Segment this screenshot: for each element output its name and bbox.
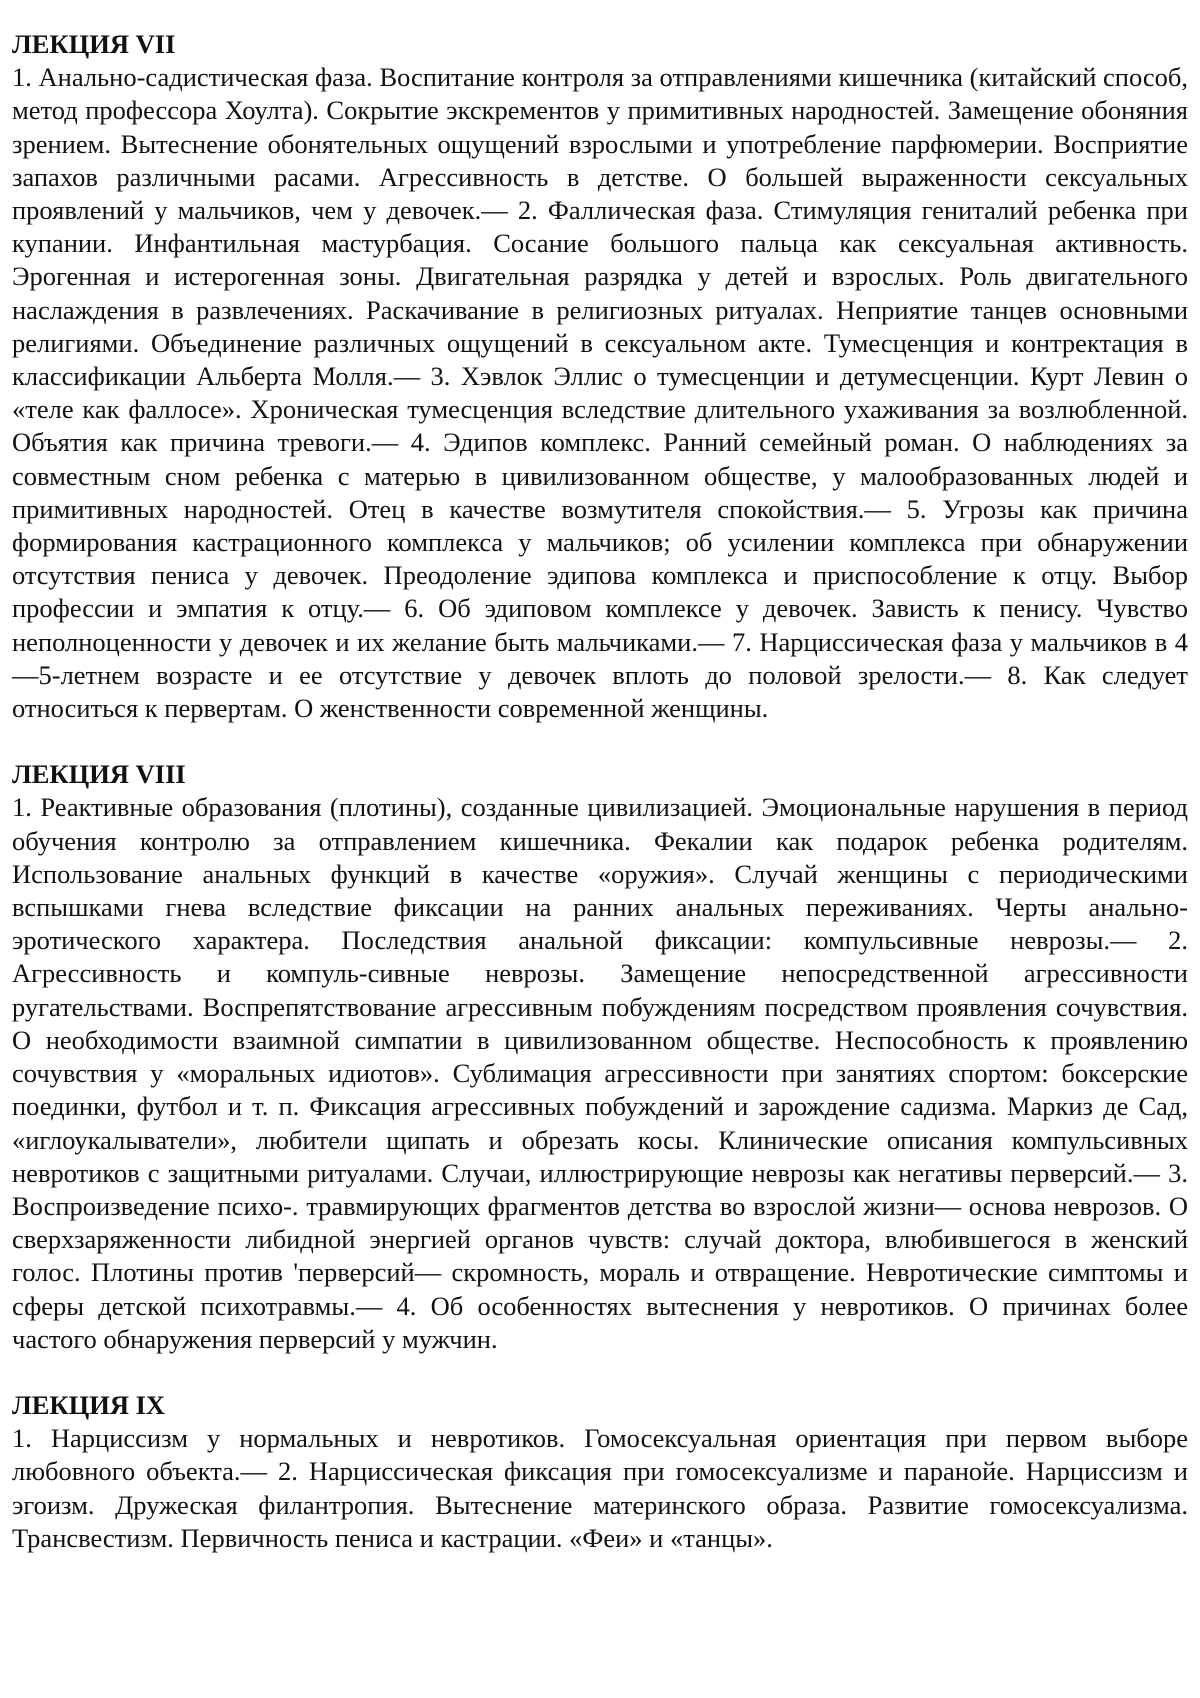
lecture-summary-text: 1. Нарциссизм у нормальных и невротиков. Гомосексуальная ориентация при первом выборе любовного объекта.— 2. Нарциссическая фиксация при гомосексуализме и паранойе. Нарциссизм и эгоизм. Дружеская филантропия. Вытеснение материнского образа. Развитие гомосексуализма. Трансвестизм. Первичность пениса и кастрации. «Феи» и «танцы». [12, 1423, 1188, 1553]
lecture-heading: ЛЕКЦИЯ IX [12, 1389, 166, 1420]
lecture-heading: ЛЕКЦИЯ VIII [12, 759, 186, 790]
lecture-summary-text: 1. Анально-садистическая фаза. Воспитание контроля за отправлениями кишечника (китайский способ, метод профессора Хоулта). Сокрытие экскрементов у примитивных народностей. Замещение обоняния зрением. Вытеснение обонятельных ощущений взрослыми и употребление парфюмерии. Восприятие запахов различными расами. Агрессивность в детстве. О большей выраженности сексуальных проявлений у мальчиков, чем у девочек.— 2. Фаллическая фаза. Стимуляция гениталий ребенка при купании. Инфантильная мастурбация. Сосание большого пальца как сексуальная активность. Эрогенная и истерогенная зоны. Двигательная разрядка у детей и взрослых. Роль двигательного наслаждения в развлечениях. Раскачивание в религиозных ритуалах. Неприятие танцев основными религиями. Объединение различных ощущений в сексуальном акте. Тумесценция и контректация в классификации Альберта Молля.— 3. Хэвлок Эллис о тумесценции и детумесценции. Курт Левин о «теле как фаллосе». Хроническая тумесценция вследствие длительного ухаживания за возлюбленной. Объятия как причина тревоги.— 4. Эдипов комплекс. Ранний семейный роман. О наблюдениях за совместным сном ребенка с матерью в цивилизованном обществе, у малообразованных людей и примитивных народностей. Отец в качестве возмутителя спокойствия.— 5. Угрозы как причина формирования кастрационного комплекса у мальчиков; об усилении комплекса при обнаружении отсутствия пениса у девочек. Преодоление эдипова комплекса и приспособление к отцу. Выбор профессии и эмпатия к отцу.— 6. Об эдиповом комплексе у девочек. Зависть к пенису. Чувство неполноценности у девочек и их желание быть мальчиками.— 7. Нарциссическая фаза у мальчиков в 4—5-летнем возрасте и ее отсутствие у девочек вплоть до половой зрелости.— 8. Как следует относиться к первертам. О женственности современной женщины. [12, 62, 1188, 724]
lecture-heading: ЛЕКЦИЯ VII [12, 29, 176, 59]
lecture-section-7 [12, 28, 1188, 725]
lecture-section-8 [12, 758, 1188, 1356]
lecture-section-9 [12, 1389, 1188, 1555]
document-page [12, 28, 1188, 1588]
lecture-summary-text: 1. Реактивные образования (плотины), созданные цивилизацией. Эмоциональные нарушения в период обучения контролю за отправлением кишечника. Фекалии как подарок ребенка родителям. Использование анальных функций в качестве «оружия». Случай женщины с периодическими вспышками гнева вследствие фиксации на ранних анальных переживаниях. Черты анально-эротического характера. Последствия анальной фиксации: компульсивные неврозы.— 2. Агрессивность и компуль-сивные неврозы. Замещение непосредственной агрессивности ругательствами. Воспрепятствование агрессивным побуждениям посредством проявления сочувствия. О необходимости взаимной симпатии в цивилизованном обществе. Неспособность к проявлению сочувствия у «моральных идиотов». Сублимация агрессивности при занятиях спортом: боксерские поединки, футбол и т. п. Фиксация агрессивных побуждений и зарождение садизма. Маркиз де Сад, «иглоукалыватели», любители щипать и обрезать косы. Клинические описания компульсивных невротиков с защитными ритуалами. Случаи, иллюстрирующие неврозы как негативы перверсий.— 3. Воспроизведение психо-. травмирующих фрагментов детства во взрослой жизни— основа неврозов. О сверхзаряженности либидной энергией органов чувств: случай доктора, влюбившегося в женский голос. Плотины против 'перверсий— скромность, мораль и отвращение. Невротические симптомы и сферы детской психотравмы.— 4. Об особенностях вытеснения у невротиков. О причинах более частого обнаружения перверсий у мужчин. [12, 792, 1188, 1354]
